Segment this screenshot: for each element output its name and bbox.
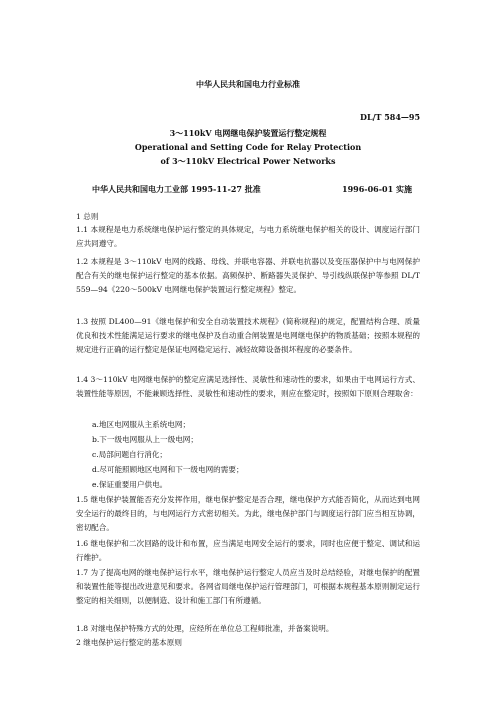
- section-2-heading: 2 继电保护运行整定的基本原则: [76, 638, 182, 647]
- standard-number: DL/T 584—95: [360, 112, 421, 122]
- clause-1-8: 1.8 对继电保护特殊方式的处理，应经所在单位总工程师批准，并备案说明。: [76, 624, 334, 633]
- title-en-line-2: of 3～110kV Electrical Power Networks: [160, 156, 336, 166]
- section-1-heading: 1 总则: [76, 212, 99, 221]
- list-item-d: d.尽可能照顾地区电网和下一级电网的需要；: [92, 465, 244, 474]
- clause-1-5: 1.5 继电保护装置能否充分发挥作用，继电保护整定是否合理，继电保护方式能否简化，从而达到电网安全运行的最终目的，与电网运行方式密切相关。为此，继电保护部门与调度运行部门应当相互协调，密切配合。: [76, 495, 420, 533]
- list-item-e: e.保证重要用户供电。: [92, 480, 168, 489]
- clause-1-3: 1.3 按照 DL400—91《继电保护和安全自动装置技术规程》(简称规程)的规定，配置结构合理、质量优良和技术性能满足运行要求的继电保护及自动重合闸装置是电网继电保护的物质基础；按照本规程的规定进行正确的运行整定是保证电网稳定运行、减轻故障设备损坏程度的必要条件。: [76, 317, 420, 355]
- title-cn: 3～110kV 电网继电保护装置运行整定规程: [169, 128, 327, 138]
- org-title: 中华人民共和国电力行业标准: [196, 79, 300, 89]
- approval-line: 中华人民共和国电力工业部 1995-11-27 批准: [92, 184, 261, 194]
- clause-1-4: 1.4 3～110kV 电网继电保护的整定应满足选择性、灵敏性和速动性的要求，如果由于电网运行方式、装置性能等原因，不能兼顾选择性、灵敏性和速动性的要求，则应在整定时，按照如下原则合理取舍：: [76, 375, 420, 399]
- clause-1-2: 1.2 本规程是 3～110kV 电网的线路、母线、并联电容器、并联电抗器以及变压器保护中与电网保护配合有关的继电保护运行整定的基本依据。高频保护、断路器失灵保护、导引线纵联保护等参照 DL/T559—94《220～500kV 电网继电保护装置运行整定规程》整定。: [76, 257, 420, 295]
- list-item-a: a.地区电网服从主系统电网；: [92, 420, 191, 429]
- clause-1-6: 1.6 继电保护和二次回路的设计和布置，应当满足电网安全运行的要求，同时也应便于整定、调试和运行维护。: [76, 539, 420, 563]
- list-item-b: b.下一级电网服从上一级电网；: [92, 435, 198, 444]
- title-en-line-1: Operational and Setting Code for Relay Protection: [134, 142, 362, 152]
- effective-date: 1996-06-01 实施: [342, 184, 412, 194]
- clause-1-7: 1.7 为了提高电网的继电保护运行水平，继电保护运行整定人员应当及时总结经验，对继电保护的配置和装置性能等提出改进意见和要求。各网省局继电保护运行管理部门，可根据本规程基本原则制定运行整定的相关细则，以便制造、设计和施工部门有所遵循。: [76, 568, 420, 606]
- clause-1-1: 1.1 本规程是电力系统继电保护运行整定的具体规定，与电力系统继电保护相关的设计、调度运行部门应共同遵守。: [76, 225, 420, 249]
- list-item-c: c.局部问题自行消化；: [92, 450, 168, 459]
